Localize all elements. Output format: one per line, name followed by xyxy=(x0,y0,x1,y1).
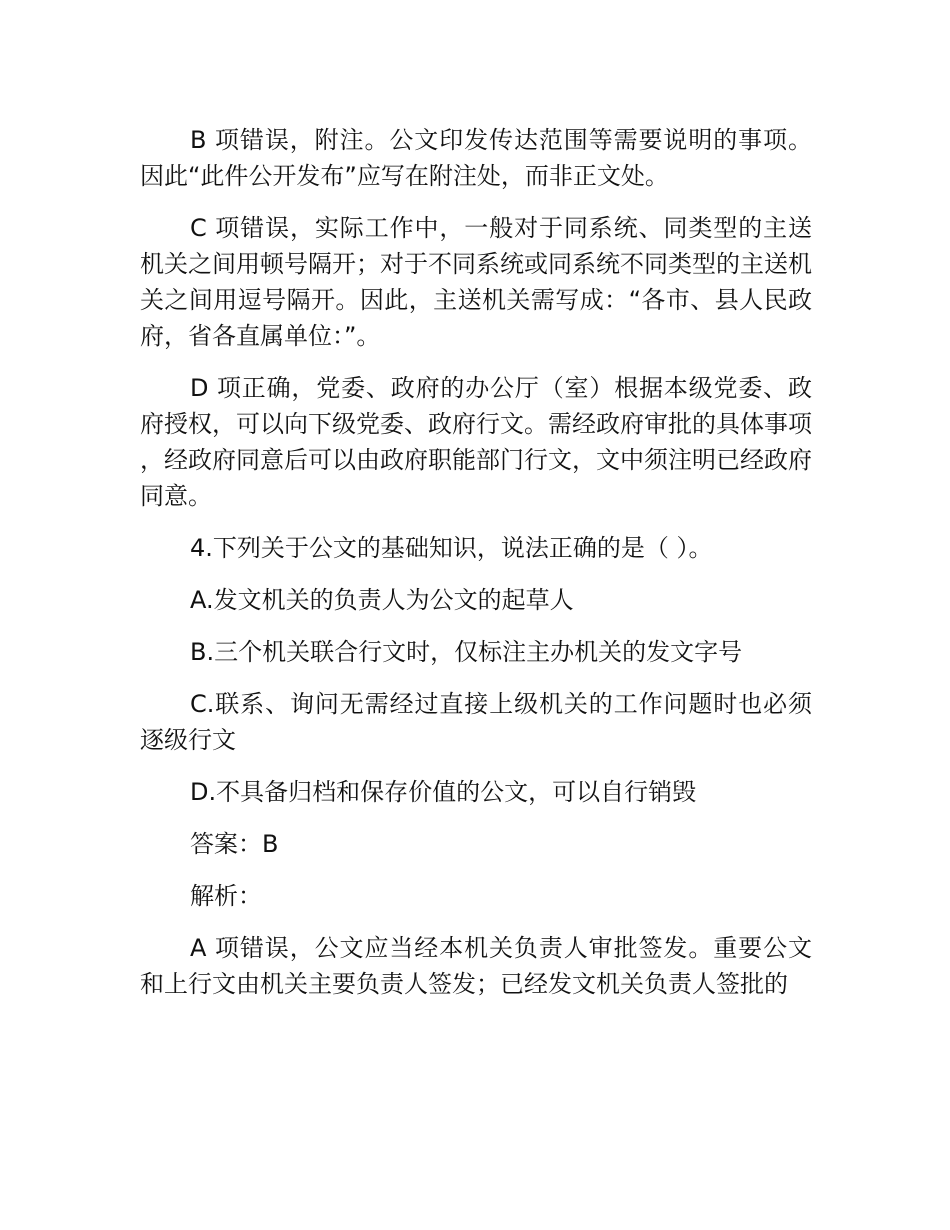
question-4-analysis-label: 解析： xyxy=(190,882,262,910)
question-4-answer: 答案：B xyxy=(190,830,279,858)
paragraph-b-option-explanation: B 项错误，附注。公文印发传达范围等需要说明的事项。因此“此件公开发布”应写在附注处，而非正文处。 xyxy=(140,126,812,190)
question-4-option-b: B.三个机关联合行文时，仅标注主办机关的发文字号 xyxy=(190,638,743,666)
document-body xyxy=(140,122,812,1002)
paragraph-c-option-explanation: C 项错误，实际工作中，一般对于同系统、同类型的主送机关之间用顿号隔开；对于不同系统或同系统不同类型的主送机关之间用逗号隔开。因此，主送机关需写成：“各市、县人民政府，省各直属单位：”。 xyxy=(140,214,812,350)
question-4-option-c: C.联系、询问无需经过直接上级机关的工作问题时也必须逐级行文 xyxy=(140,690,812,754)
question-4-stem: 4.下列关于公文的基础知识，说法正确的是（ ）。 xyxy=(190,534,713,562)
question-4-option-d: D.不具备归档和保存价值的公文，可以自行销毁 xyxy=(190,778,697,806)
paragraph-d-option-explanation: D 项正确，党委、政府的办公厅（室）根据本级党委、政府授权，可以向下级党委、政府行文。需经政府审批的具体事项，经政府同意后可以由政府职能部门行文，文中须注明已经政府同意。 xyxy=(140,374,812,510)
question-4-option-a: A.发文机关的负责人为公文的起草人 xyxy=(190,586,574,614)
paragraph-a-option-analysis: A 项错误，公文应当经本机关负责人审批签发。重要公文和上行文由机关主要负责人签发；已经发文机关负责人签批的 xyxy=(140,934,812,998)
